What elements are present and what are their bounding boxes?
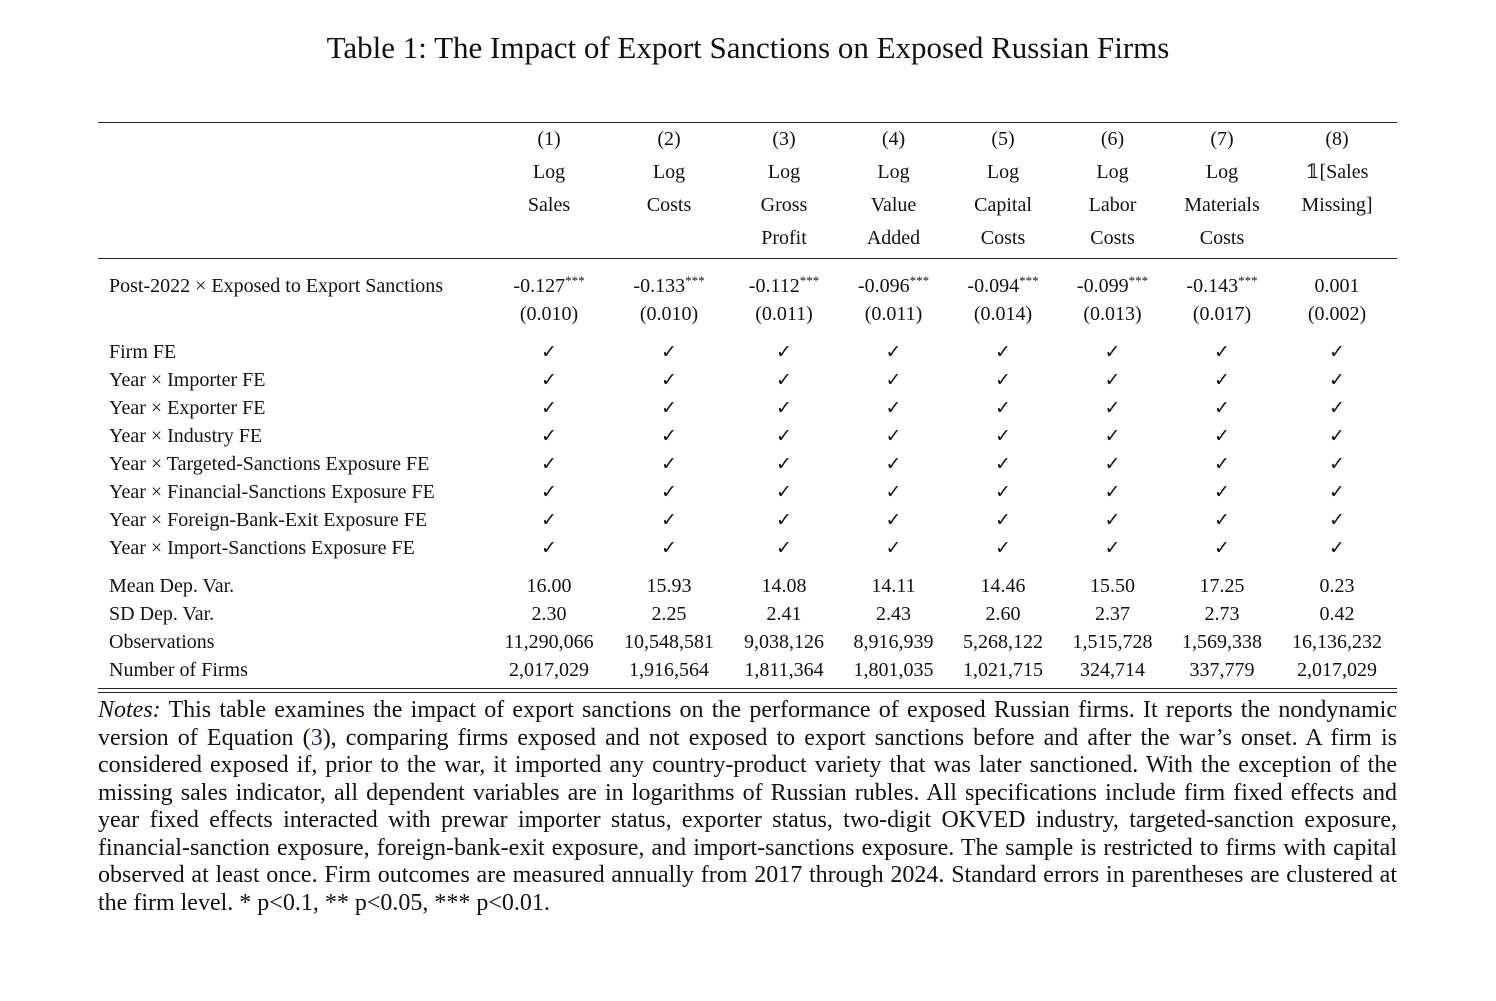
fixed-effect-cell bbox=[839, 366, 948, 394]
coefficient-cell bbox=[1277, 272, 1397, 300]
standard-error-cell: (0.010) bbox=[639, 303, 699, 325]
statistic-cell: 1,916,564 bbox=[629, 659, 709, 681]
significance-stars: *** bbox=[685, 273, 705, 288]
checkmark-icon: ✓ bbox=[1214, 481, 1230, 503]
statistic-cell: 14.08 bbox=[761, 575, 807, 597]
spacer-cell bbox=[98, 328, 1397, 338]
column-header-num: (6) bbox=[1100, 128, 1125, 150]
checkmark-icon: ✓ bbox=[1214, 537, 1230, 559]
column-headers bbox=[98, 123, 1397, 255]
checkmark-icon: ✓ bbox=[661, 453, 677, 475]
checkmark-icon: ✓ bbox=[995, 369, 1011, 391]
fixed-effect-cell bbox=[1167, 338, 1277, 366]
column-header-l2: Value bbox=[870, 194, 917, 216]
header-stub bbox=[98, 123, 489, 156]
checkmark-icon: ✓ bbox=[776, 425, 792, 447]
column-header-l2: Labor bbox=[1088, 194, 1137, 216]
header-row-l2 bbox=[98, 189, 1397, 222]
results-table bbox=[98, 123, 1397, 255]
fixed-effect-cell bbox=[1058, 338, 1167, 366]
statistic-cell: 2.37 bbox=[1095, 603, 1130, 625]
statistic-row bbox=[98, 656, 1397, 684]
significance-stars: *** bbox=[1238, 273, 1258, 288]
checkmark-icon: ✓ bbox=[776, 509, 792, 531]
fixed-effect-cell bbox=[948, 394, 1058, 422]
checkmark-icon: ✓ bbox=[1104, 425, 1121, 447]
fixed-effect-cell bbox=[1058, 534, 1167, 562]
fixed-effect-cell bbox=[729, 450, 839, 478]
checkmark-icon: ✓ bbox=[776, 481, 792, 503]
checkmark-icon: ✓ bbox=[995, 537, 1011, 559]
statistic-cell: 14.46 bbox=[980, 575, 1026, 597]
coefficient-value: -0.099 bbox=[1076, 275, 1129, 297]
fixed-effect-cell bbox=[489, 506, 609, 534]
coefficient-cell bbox=[609, 272, 729, 300]
fixed-effect-cell bbox=[1058, 422, 1167, 450]
fixed-effect-cell bbox=[609, 422, 729, 450]
fixed-effect-label: Year × Industry FE bbox=[109, 425, 263, 447]
checkmark-icon: ✓ bbox=[541, 369, 557, 391]
fixed-effect-cell bbox=[1167, 478, 1277, 506]
fixed-effect-cell bbox=[1058, 450, 1167, 478]
fixed-effect-cell bbox=[729, 394, 839, 422]
column-header-l2: Capital bbox=[974, 194, 1032, 216]
checkmark-icon: ✓ bbox=[1329, 481, 1345, 503]
fixed-effect-cell bbox=[729, 338, 839, 366]
fixed-effect-cell bbox=[1167, 534, 1277, 562]
standard-error-cell: (0.010) bbox=[519, 303, 579, 325]
results-body bbox=[98, 259, 1397, 684]
statistic-cell: 2,017,029 bbox=[1297, 659, 1377, 681]
fixed-effect-cell bbox=[489, 338, 609, 366]
fixed-effect-cell bbox=[1058, 506, 1167, 534]
statistic-cell: 2.60 bbox=[985, 603, 1021, 625]
checkmark-icon: ✓ bbox=[541, 481, 557, 503]
fixed-effect-cell bbox=[839, 478, 948, 506]
checkmark-icon: ✓ bbox=[1214, 341, 1230, 363]
coefficient-value: -0.112 bbox=[748, 275, 800, 297]
standard-error-cell: (0.014) bbox=[973, 303, 1033, 325]
statistic-label: Number of Firms bbox=[109, 659, 248, 681]
column-header-l1: Log bbox=[1205, 161, 1239, 183]
statistic-cell: 11,290,066 bbox=[504, 631, 594, 653]
statistic-cell: 324,714 bbox=[1080, 659, 1145, 681]
checkmark-icon: ✓ bbox=[1104, 341, 1121, 363]
checkmark-icon: ✓ bbox=[1329, 509, 1345, 531]
statistic-cell: 17.25 bbox=[1199, 575, 1245, 597]
coefficient-cell bbox=[948, 272, 1058, 300]
fixed-effect-label: Year × Exporter FE bbox=[109, 397, 266, 419]
checkmark-icon: ✓ bbox=[776, 341, 792, 363]
fixed-effect-cell bbox=[839, 394, 948, 422]
fixed-effect-cell bbox=[489, 534, 609, 562]
standard-error-cell: (0.013) bbox=[1083, 303, 1142, 325]
coefficient-value: -0.143 bbox=[1186, 275, 1239, 297]
row-spacer bbox=[98, 259, 1397, 272]
fixed-effect-cell bbox=[1167, 506, 1277, 534]
checkmark-icon: ✓ bbox=[1104, 537, 1121, 559]
checkmark-icon: ✓ bbox=[1104, 369, 1121, 391]
checkmark-icon: ✓ bbox=[885, 509, 902, 531]
column-header-num: (2) bbox=[657, 128, 681, 150]
column-header-num: (5) bbox=[991, 128, 1015, 150]
coefficient-cell bbox=[1167, 272, 1277, 300]
header-stub bbox=[98, 189, 489, 222]
checkmark-icon: ✓ bbox=[1104, 453, 1121, 475]
checkmark-icon: ✓ bbox=[1214, 453, 1230, 475]
checkmark-icon: ✓ bbox=[541, 397, 557, 419]
fixed-effect-label: Year × Foreign-Bank-Exit Exposure FE bbox=[109, 509, 428, 531]
fixed-effect-cell bbox=[729, 478, 839, 506]
statistic-cell: 15.50 bbox=[1090, 575, 1135, 597]
statistic-row bbox=[98, 572, 1397, 600]
statistic-cell: 1,569,338 bbox=[1182, 631, 1262, 653]
fixed-effect-cell bbox=[489, 478, 609, 506]
column-header-l2: Materials bbox=[1184, 194, 1260, 216]
fixed-effect-cell bbox=[1167, 422, 1277, 450]
fixed-effect-row bbox=[98, 450, 1397, 478]
column-header-l3: Costs bbox=[1090, 227, 1135, 249]
notes-text-2: ), comparing firms exposed and not exposed to export sanctions before and after the war’s onset. A firm is considered exposed if, prior to the war, it imported any country-product variety that was later sanctioned. With the exception of the missing sales indicator, all dependent variables are in logarithms of Russian rubles. All specifications include firm fixed effects and year fixed effects interacted with prewar importer status, exporter status, two-digit OKVED industry, targeted-sanction exposure, financial-sanction exposure, foreign-bank-exit exposure, and import-sanctions exposure. The sample is restricted to firms with capital observed at least once. Firm outcomes are measured annually from 2017 through 2024. Standard errors in parentheses are clustered at the firm level. * p<0.1, ** p<0.05, *** p<0.01. bbox=[98, 724, 1397, 916]
fixed-effect-row bbox=[98, 478, 1397, 506]
row-spacer bbox=[98, 562, 1397, 572]
fixed-effect-cell bbox=[1277, 366, 1397, 394]
checkmark-icon: ✓ bbox=[885, 537, 902, 559]
checkmark-icon: ✓ bbox=[1104, 509, 1121, 531]
statistic-label: Observations bbox=[109, 631, 215, 653]
header-stub bbox=[98, 222, 489, 255]
standard-error-row bbox=[98, 300, 1397, 328]
coefficient-cell bbox=[729, 272, 839, 300]
checkmark-icon: ✓ bbox=[995, 341, 1011, 363]
column-header-num: (4) bbox=[881, 128, 906, 150]
standard-error-cell: (0.011) bbox=[864, 303, 923, 325]
column-header-l3: Costs bbox=[980, 227, 1026, 249]
column-header-l3: Added bbox=[866, 227, 921, 249]
fixed-effect-cell bbox=[948, 534, 1058, 562]
checkmark-icon: ✓ bbox=[995, 481, 1011, 503]
standard-error-cell: (0.002) bbox=[1307, 303, 1367, 325]
fixed-effect-cell bbox=[729, 506, 839, 534]
fixed-effect-cell bbox=[1058, 366, 1167, 394]
statistic-cell: 337,779 bbox=[1189, 659, 1255, 681]
column-header-l2: Gross bbox=[760, 194, 808, 216]
checkmark-icon: ✓ bbox=[995, 425, 1011, 447]
fixed-effect-label: Year × Targeted-Sanctions Exposure FE bbox=[109, 453, 430, 475]
statistic-cell: 16.00 bbox=[526, 575, 572, 597]
fixed-effect-cell bbox=[948, 506, 1058, 534]
column-header-num: (3) bbox=[772, 128, 796, 150]
column-header-l1: Log bbox=[986, 161, 1020, 183]
statistic-cell: 2.25 bbox=[651, 603, 687, 625]
checkmark-icon: ✓ bbox=[1214, 425, 1230, 447]
fixed-effect-row bbox=[98, 422, 1397, 450]
coefficient-cell bbox=[839, 272, 948, 300]
fixed-effect-label: Firm FE bbox=[109, 341, 177, 363]
row-spacer bbox=[98, 328, 1397, 338]
regression-table bbox=[98, 122, 1397, 693]
fixed-effect-cell bbox=[948, 478, 1058, 506]
standard-error-cell: (0.011) bbox=[755, 303, 813, 325]
checkmark-icon: ✓ bbox=[885, 425, 902, 447]
column-header-l3 bbox=[609, 222, 729, 255]
significance-stars: *** bbox=[1128, 273, 1149, 288]
statistic-cell: 1,811,364 bbox=[744, 659, 824, 681]
coefficient-value: 0.001 bbox=[1314, 275, 1360, 297]
significance-stars: *** bbox=[565, 273, 585, 288]
checkmark-icon: ✓ bbox=[1214, 369, 1230, 391]
statistic-row bbox=[98, 600, 1397, 628]
checkmark-icon: ✓ bbox=[661, 537, 677, 559]
fixed-effect-row bbox=[98, 506, 1397, 534]
fixed-effect-cell bbox=[729, 422, 839, 450]
fixed-effect-cell bbox=[609, 394, 729, 422]
header-row-num bbox=[98, 123, 1397, 156]
coefficient-value: -0.133 bbox=[633, 275, 686, 297]
fixed-effect-cell bbox=[1167, 366, 1277, 394]
fixed-effect-row bbox=[98, 394, 1397, 422]
column-header-l1: Log bbox=[532, 161, 566, 183]
spacer-cell bbox=[98, 259, 1397, 272]
fixed-effect-cell bbox=[1277, 450, 1397, 478]
fixed-effect-cell bbox=[1277, 338, 1397, 366]
equation-reference-link[interactable]: 3 bbox=[310, 724, 323, 751]
checkmark-icon: ✓ bbox=[1329, 537, 1345, 559]
statistic-cell: 2.73 bbox=[1204, 603, 1240, 625]
significance-stars: *** bbox=[1019, 273, 1039, 288]
statistic-cell: 14.11 bbox=[871, 575, 916, 597]
coefficient-label: Post-2022 × Exposed to Export Sanctions bbox=[109, 275, 444, 297]
notes-lead: Notes: bbox=[98, 697, 161, 723]
column-header-l2: Sales bbox=[527, 194, 571, 216]
checkmark-icon: ✓ bbox=[885, 453, 902, 475]
column-header-l1: Log bbox=[767, 161, 801, 183]
statistic-cell: 5,268,122 bbox=[963, 631, 1043, 653]
fixed-effect-label: Year × Import-Sanctions Exposure FE bbox=[109, 537, 415, 559]
table-title: Table 1: The Impact of Export Sanctions on Exposed Russian Firms bbox=[326, 30, 1170, 65]
checkmark-icon: ✓ bbox=[995, 453, 1011, 475]
fixed-effect-cell bbox=[1058, 394, 1167, 422]
fixed-effect-label: Year × Financial-Sanctions Exposure FE bbox=[109, 481, 435, 503]
checkmark-icon: ✓ bbox=[1104, 481, 1121, 503]
fixed-effect-cell bbox=[948, 450, 1058, 478]
fixed-effect-cell bbox=[609, 478, 729, 506]
table-body bbox=[98, 259, 1397, 684]
column-header-num: (1) bbox=[537, 128, 561, 150]
column-header-l2: Costs bbox=[646, 194, 692, 216]
fixed-effect-cell bbox=[609, 450, 729, 478]
coefficient-cell bbox=[489, 272, 609, 300]
fixed-effect-cell bbox=[489, 394, 609, 422]
column-header-num: (8) bbox=[1325, 128, 1349, 150]
fixed-effect-cell bbox=[1277, 394, 1397, 422]
checkmark-icon: ✓ bbox=[541, 453, 557, 475]
fixed-effect-cell bbox=[948, 338, 1058, 366]
checkmark-icon: ✓ bbox=[776, 537, 792, 559]
checkmark-icon: ✓ bbox=[1329, 369, 1345, 391]
checkmark-icon: ✓ bbox=[1214, 397, 1230, 419]
fixed-effect-cell bbox=[609, 366, 729, 394]
header-row-l1 bbox=[98, 156, 1397, 189]
fixed-effect-cell bbox=[1167, 394, 1277, 422]
fixed-effect-cell bbox=[948, 366, 1058, 394]
checkmark-icon: ✓ bbox=[541, 425, 557, 447]
checkmark-icon: ✓ bbox=[776, 397, 792, 419]
statistic-cell: 1,021,715 bbox=[963, 659, 1043, 681]
checkmark-icon: ✓ bbox=[885, 481, 902, 503]
checkmark-icon: ✓ bbox=[661, 509, 677, 531]
standard-error-cell: (0.017) bbox=[1192, 303, 1252, 325]
checkmark-icon: ✓ bbox=[995, 397, 1011, 419]
coefficient-value: -0.127 bbox=[513, 275, 566, 297]
fixed-effect-cell bbox=[489, 366, 609, 394]
bottom-rule bbox=[98, 688, 1397, 693]
column-header-l1: 𝟙[Sales bbox=[1305, 161, 1369, 183]
checkmark-icon: ✓ bbox=[885, 341, 902, 363]
fixed-effect-cell bbox=[1277, 422, 1397, 450]
column-header-num: (7) bbox=[1210, 128, 1234, 150]
checkmark-icon: ✓ bbox=[661, 341, 677, 363]
fixed-effect-cell bbox=[609, 338, 729, 366]
statistic-cell: 2.43 bbox=[876, 603, 911, 625]
statistic-cell: 8,916,939 bbox=[853, 631, 934, 653]
fixed-effect-cell bbox=[1277, 534, 1397, 562]
statistic-cell: 0.42 bbox=[1319, 603, 1355, 625]
checkmark-icon: ✓ bbox=[1329, 397, 1345, 419]
statistic-cell: 9,038,126 bbox=[744, 631, 824, 653]
fixed-effect-cell bbox=[729, 366, 839, 394]
fixed-effect-cell bbox=[609, 534, 729, 562]
fixed-effect-cell bbox=[839, 338, 948, 366]
checkmark-icon: ✓ bbox=[1329, 341, 1345, 363]
checkmark-icon: ✓ bbox=[1329, 425, 1345, 447]
column-header-l1: Log bbox=[1096, 161, 1129, 183]
spacer-cell bbox=[98, 562, 1397, 572]
table-notes bbox=[98, 697, 1397, 917]
fixed-effect-cell bbox=[1277, 506, 1397, 534]
checkmark-icon: ✓ bbox=[541, 537, 557, 559]
checkmark-icon: ✓ bbox=[885, 369, 902, 391]
fixed-effect-cell bbox=[839, 422, 948, 450]
fixed-effect-row bbox=[98, 338, 1397, 366]
statistic-label: Mean Dep. Var. bbox=[109, 575, 235, 597]
fixed-effect-row bbox=[98, 366, 1397, 394]
statistic-label: SD Dep. Var. bbox=[109, 603, 215, 625]
coefficient-value: -0.094 bbox=[967, 275, 1020, 297]
header-stub bbox=[98, 156, 489, 189]
fixed-effect-cell bbox=[1167, 450, 1277, 478]
checkmark-icon: ✓ bbox=[661, 397, 677, 419]
checkmark-icon: ✓ bbox=[776, 453, 792, 475]
column-header-l2: Missing] bbox=[1301, 194, 1373, 216]
statistic-cell: 2,017,029 bbox=[509, 659, 589, 681]
column-header-l3: Profit bbox=[761, 227, 807, 249]
fixed-effect-cell bbox=[1058, 478, 1167, 506]
fixed-effect-cell bbox=[1277, 478, 1397, 506]
checkmark-icon: ✓ bbox=[1329, 453, 1345, 475]
column-header-l3 bbox=[1277, 222, 1397, 255]
checkmark-icon: ✓ bbox=[661, 481, 677, 503]
checkmark-icon: ✓ bbox=[541, 341, 557, 363]
fixed-effect-cell bbox=[609, 506, 729, 534]
statistic-cell: 1,801,035 bbox=[853, 659, 934, 681]
header-row-l3 bbox=[98, 222, 1397, 255]
checkmark-icon: ✓ bbox=[661, 369, 677, 391]
checkmark-icon: ✓ bbox=[995, 509, 1011, 531]
fixed-effect-cell bbox=[839, 506, 948, 534]
column-header-l3: Costs bbox=[1199, 227, 1245, 249]
statistic-cell: 1,515,728 bbox=[1072, 631, 1153, 653]
checkmark-icon: ✓ bbox=[541, 509, 557, 531]
statistic-cell: 10,548,581 bbox=[624, 631, 714, 653]
checkmark-icon: ✓ bbox=[776, 369, 792, 391]
column-header-l1: Log bbox=[652, 161, 686, 183]
coefficient-row bbox=[98, 272, 1397, 300]
column-header-l1: Log bbox=[877, 161, 910, 183]
fixed-effect-cell bbox=[839, 450, 948, 478]
fixed-effect-label: Year × Importer FE bbox=[109, 369, 266, 391]
coefficient-cell bbox=[1058, 272, 1167, 300]
statistic-cell: 15.93 bbox=[646, 575, 692, 597]
checkmark-icon: ✓ bbox=[1214, 509, 1230, 531]
fixed-effect-cell bbox=[729, 534, 839, 562]
column-header-l3 bbox=[489, 222, 609, 255]
checkmark-icon: ✓ bbox=[885, 397, 902, 419]
checkmark-icon: ✓ bbox=[1104, 397, 1121, 419]
statistic-cell: 0.23 bbox=[1319, 575, 1355, 597]
notes-text-1: This table examines the impact of export sanctions on the performance of exposed Russian firms. It reports the nondynamic version of Equation ( bbox=[98, 697, 1397, 751]
significance-stars: *** bbox=[799, 273, 820, 288]
fixed-effect-cell bbox=[948, 422, 1058, 450]
significance-stars: *** bbox=[909, 273, 930, 288]
standard-error-label bbox=[98, 300, 489, 328]
fixed-effect-cell bbox=[839, 534, 948, 562]
coefficient-value: -0.096 bbox=[857, 275, 910, 297]
checkmark-icon: ✓ bbox=[661, 425, 677, 447]
fixed-effect-cell bbox=[489, 422, 609, 450]
statistic-cell: 2.30 bbox=[531, 603, 567, 625]
statistic-cell: 2.41 bbox=[766, 603, 802, 625]
fixed-effect-row bbox=[98, 534, 1397, 562]
statistic-row bbox=[98, 628, 1397, 656]
fixed-effect-cell bbox=[489, 450, 609, 478]
statistic-cell: 16,136,232 bbox=[1292, 631, 1382, 653]
